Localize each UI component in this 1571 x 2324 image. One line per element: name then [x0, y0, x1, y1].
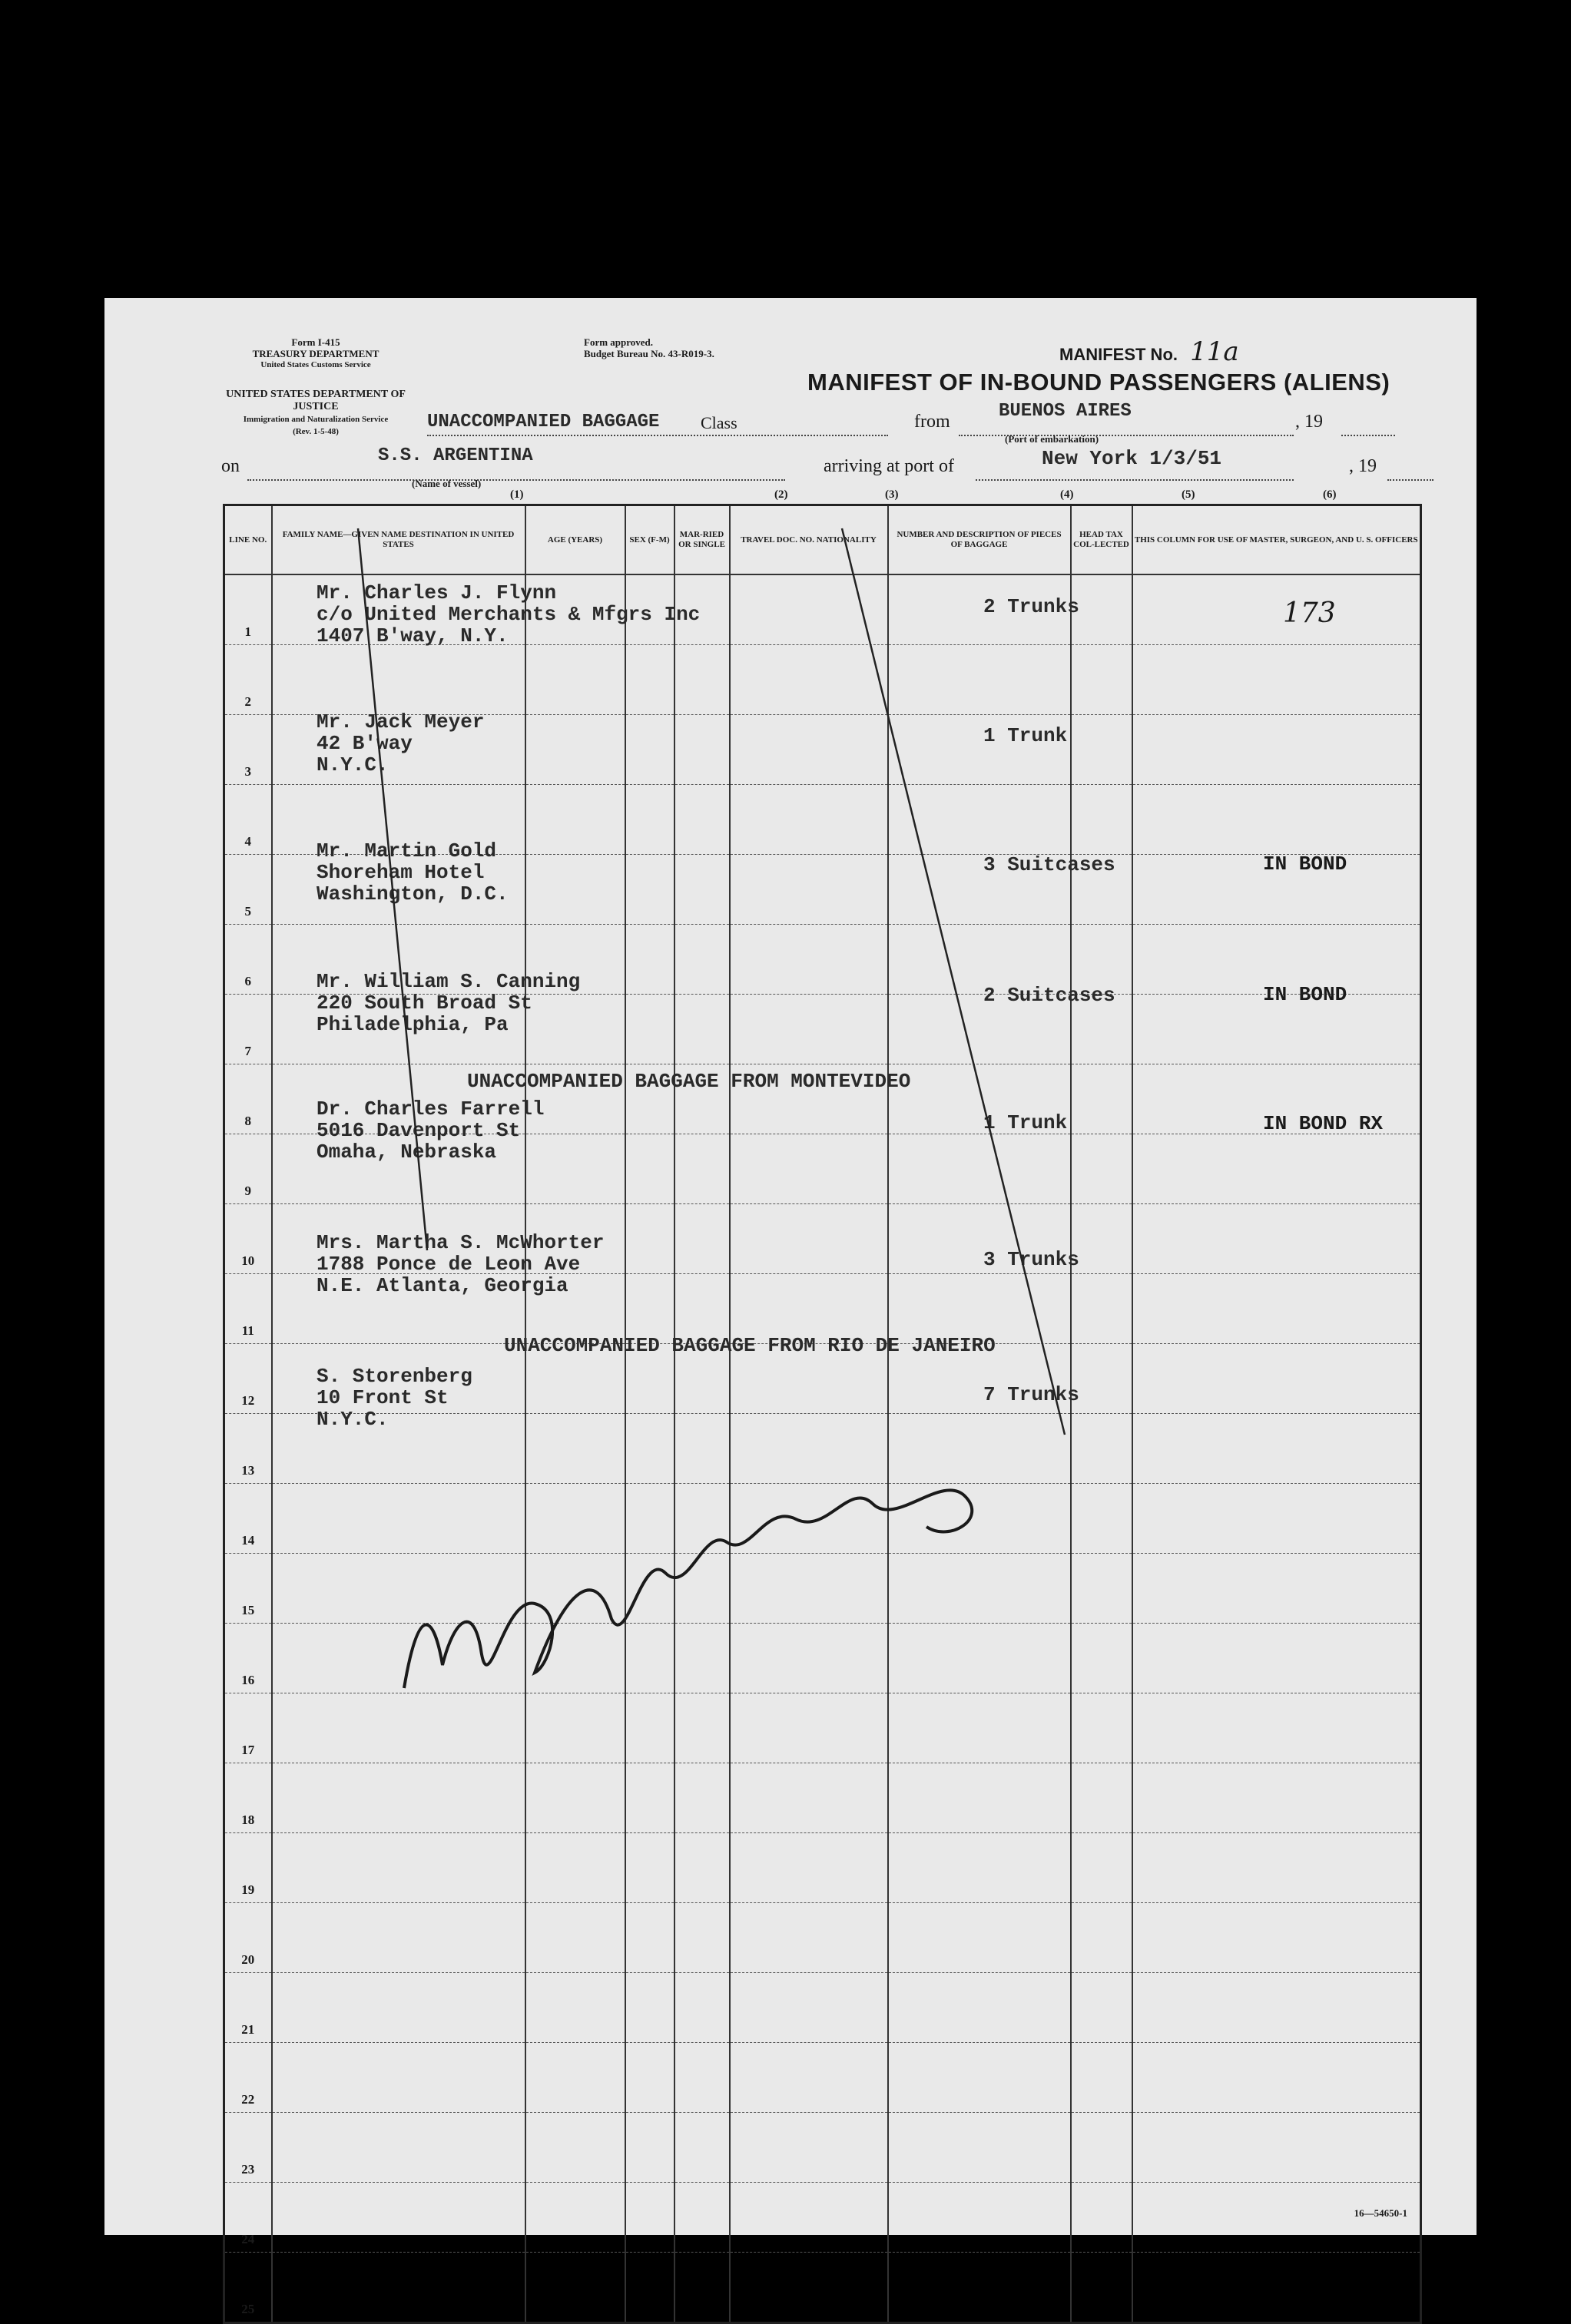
table-cell [674, 2253, 730, 2323]
column-header: NUMBER AND DESCRIPTION OF PIECES OF BAGGAGE [888, 505, 1071, 575]
line-number: 10 [224, 1204, 272, 1274]
line-number: 7 [224, 995, 272, 1064]
line-number: 18 [224, 1763, 272, 1833]
table-cell [272, 2253, 525, 2323]
vessel-caption: (Name of vessel) [412, 478, 482, 489]
baggage-entry: 1 Trunk [983, 724, 1068, 747]
table-cell [730, 2253, 888, 2323]
column-header: SEX (F-M) [625, 505, 674, 575]
line-number: 13 [224, 1414, 272, 1484]
column-number: (4) [1060, 488, 1074, 501]
baggage-entry: 2 Suitcases [983, 984, 1115, 1007]
form-title: MANIFEST OF IN-BOUND PASSENGERS (ALIENS) [807, 369, 1390, 396]
column-header: HEAD TAX COL-LECTED [1071, 505, 1132, 575]
line-number: 2 [224, 645, 272, 715]
passenger-entry: Mr. William S. Canning 220 South Broad St Philadelphia, Pa [317, 970, 581, 1036]
column-number: (6) [1323, 488, 1337, 501]
table-cell [1132, 2253, 1421, 2323]
column-header: LINE NO. [224, 505, 272, 575]
line-number: 22 [224, 2043, 272, 2113]
line-number: 23 [224, 2113, 272, 2183]
baggage-entry: 2 Trunks [983, 595, 1079, 618]
strike-line [842, 528, 1068, 1435]
line-number: 4 [224, 785, 272, 855]
line-number: 6 [224, 925, 272, 995]
year-label: , 19 [1295, 412, 1323, 432]
table-cell [625, 2253, 674, 2323]
line-number: 12 [224, 1344, 272, 1414]
line-number: 20 [224, 1903, 272, 1973]
class-value: UNACCOMPANIED BAGGAGE [427, 412, 660, 432]
customs-label: United States Customs Service [260, 360, 371, 369]
port-of-arrival: New York 1/3/51 [1042, 447, 1222, 470]
passenger-entry: Dr. Charles Farrell 5016 Davenport St Omaha, Nebraska [317, 1097, 545, 1164]
line-number: 11 [224, 1274, 272, 1344]
officer-remark: 173 [1283, 598, 1336, 629]
column-header: MAR-RIED OR SINGLE [674, 505, 730, 575]
table-row [224, 2253, 1421, 2323]
treasury-label: TREASURY DEPARTMENT [252, 348, 379, 359]
arriving-label: arriving at port of [824, 456, 954, 476]
manifest-form [104, 298, 1477, 2316]
baggage-entry: 1 Trunk [983, 1111, 1068, 1134]
table-cell [525, 2253, 625, 2323]
line-number: 5 [224, 855, 272, 925]
manifest-number-label: MANIFEST No. [1059, 345, 1178, 364]
vessel-name: S.S. ARGENTINA [378, 445, 533, 466]
column-number: (3) [885, 488, 899, 501]
line-number: 3 [224, 715, 272, 785]
manifest-number-value: 11a [1190, 336, 1239, 367]
from-label: from [914, 412, 950, 432]
baggage-entry: 7 Trunks [983, 1383, 1079, 1406]
column-number: (2) [774, 488, 788, 501]
line-number: 15 [224, 1554, 272, 1624]
line-number: 17 [224, 1693, 272, 1763]
line-number: 25 [224, 2253, 272, 2323]
line-number: 14 [224, 1484, 272, 1554]
line-number: 8 [224, 1064, 272, 1134]
passenger-entry: Mrs. Martha S. McWhorter 1788 Ponce de Leon Ave N.E. Atlanta, Georgia [317, 1231, 605, 1297]
passenger-entry: Mr. Martin Gold Shoreham Hotel Washington, D.C. [317, 839, 509, 905]
revision-label: (Rev. 1-5-48) [293, 427, 339, 436]
ins-label: Immigration and Naturalization Service [243, 415, 389, 424]
section-heading: UNACCOMPANIED BAGGAGE FROM RIO DE JANEIRO [504, 1334, 996, 1357]
passenger-entry: Mr. Charles J. Flynn c/o United Merchants & Mfgrs Inc 1407 B'way, N.Y. [317, 581, 701, 647]
officer-remark: IN BOND [1263, 852, 1347, 876]
strike-line [358, 528, 427, 1250]
on-label: on [221, 456, 240, 476]
section-heading: UNACCOMPANIED BAGGAGE FROM MONTEVIDEO [467, 1070, 911, 1093]
officer-remark: IN BOND [1263, 983, 1347, 1006]
line-number: 24 [224, 2183, 272, 2253]
budget-label: Budget Bureau No. 43-R019-3. [584, 348, 714, 359]
officer-remark: IN BOND RX [1263, 1112, 1384, 1135]
justice-label: UNITED STATES DEPARTMENT OF JUSTICE [226, 389, 406, 412]
year-label-2: , 19 [1349, 456, 1377, 476]
column-number: (5) [1182, 488, 1195, 501]
column-header: FAMILY NAME—GIVEN NAME DESTINATION IN UNITED STATES [272, 505, 525, 575]
baggage-entry: 3 Suitcases [983, 853, 1115, 876]
form-print-code: 16—54650-1 [1354, 2207, 1407, 2219]
no-passengers-signature [404, 1490, 972, 1688]
table-cell [888, 2253, 1071, 2323]
line-number: 21 [224, 1973, 272, 2043]
line-number: 16 [224, 1624, 272, 1693]
line-number: 1 [224, 574, 272, 645]
baggage-entry: 3 Trunks [983, 1248, 1079, 1271]
column-header: AGE (YEARS) [525, 505, 625, 575]
class-label: Class [701, 413, 737, 432]
passenger-entry: S. Storenberg 10 Front St N.Y.C. [317, 1365, 472, 1431]
column-header: THIS COLUMN FOR USE OF MASTER, SURGEON, AND U. S. OFFICERS [1132, 505, 1421, 575]
passenger-entry: Mr. Jack Meyer 42 B'way N.Y.C. [317, 710, 485, 776]
line-number: 19 [224, 1833, 272, 1903]
approved-label: Form approved. [584, 336, 654, 348]
embark-caption: (Port of embarkation) [1005, 433, 1099, 445]
form-number: Form I-415 [291, 336, 340, 348]
line-number: 9 [224, 1134, 272, 1204]
column-header: TRAVEL DOC. NO. NATIONALITY [730, 505, 888, 575]
column-number: (1) [510, 488, 524, 501]
cancellation-marks [104, 298, 1477, 2235]
table-cell [1071, 2253, 1132, 2323]
port-of-embarkation: BUENOS AIRES [999, 401, 1132, 422]
